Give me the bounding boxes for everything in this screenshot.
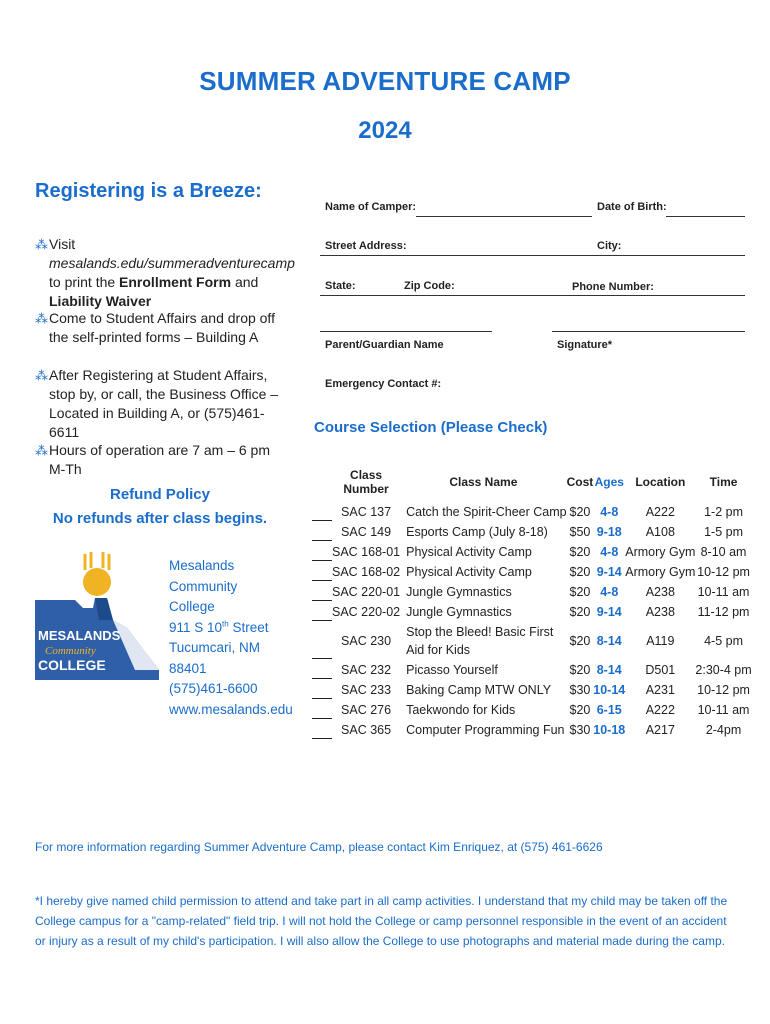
class-name: Esports Camp (July 8-18) xyxy=(406,525,548,539)
course-checkbox[interactable] xyxy=(312,522,332,542)
table-row xyxy=(312,522,752,542)
logo-text-mesalands: MESALANDS xyxy=(38,628,121,643)
class-location: A238 xyxy=(645,605,675,619)
class-cost: $20 xyxy=(569,634,591,648)
class-ages: 4-8 xyxy=(600,505,619,519)
table-row xyxy=(312,602,752,622)
course-checkbox[interactable] xyxy=(312,562,332,582)
signature-field[interactable] xyxy=(552,331,745,332)
class-ages: 10-14 xyxy=(593,683,626,697)
logo-text-community: Community xyxy=(45,645,96,657)
class-location: D501 xyxy=(645,663,676,677)
emergency-contact-label: Emergency Contact #: xyxy=(325,378,442,390)
parent-guardian-label: Parent/Guardian Name xyxy=(325,339,444,351)
step-2-text: Come to Student Affairs and drop off the self-printed forms – Building A xyxy=(49,310,275,345)
table-row xyxy=(312,720,752,740)
state-zip-phone-field[interactable] xyxy=(320,295,745,296)
street-number: 911 S 10 xyxy=(169,619,223,635)
class-time: 10-12 pm xyxy=(697,683,750,697)
class-number: SAC 276 xyxy=(341,703,392,717)
step-1-mid: to print the xyxy=(49,274,120,290)
class-number-header: Class Number xyxy=(343,468,389,496)
date-of-birth-label: Date of Birth: xyxy=(597,201,667,213)
street-city-field[interactable] xyxy=(320,255,745,256)
course-checkbox[interactable] xyxy=(312,700,332,720)
class-number: SAC 220-02 xyxy=(332,605,401,619)
class-name: Picasso Yourself xyxy=(406,663,498,677)
class-number: SAC 149 xyxy=(341,525,392,539)
street-address xyxy=(169,618,284,639)
class-location: A108 xyxy=(645,525,675,539)
table-row xyxy=(312,582,752,602)
snowflake-bullet-icon: ⁂ xyxy=(35,443,48,458)
ages-header: Ages xyxy=(594,475,624,489)
checkbox-column-header xyxy=(312,462,332,502)
class-cost: $20 xyxy=(569,585,591,599)
class-cost: $50 xyxy=(569,525,591,539)
class-location: A238 xyxy=(645,585,675,599)
zip-code-label: Zip Code: xyxy=(404,280,455,292)
course-checkbox[interactable] xyxy=(312,660,332,680)
class-location: A217 xyxy=(645,723,675,737)
table-row xyxy=(312,542,752,562)
class-number: SAC 168-01 xyxy=(332,545,401,559)
class-location: Armory Gym xyxy=(625,545,696,559)
class-number: SAC 220-01 xyxy=(332,585,401,599)
name-of-camper-label: Name of Camper: xyxy=(325,201,417,213)
registration-step-4 xyxy=(35,441,285,479)
course-checkbox[interactable] xyxy=(312,720,332,740)
city-label: City: xyxy=(597,240,622,252)
college-address xyxy=(169,556,293,720)
college-phone: (575)461-6600 xyxy=(169,681,258,696)
class-location: A119 xyxy=(646,634,675,648)
class-name: Jungle Gymnastics xyxy=(406,605,512,619)
course-checkbox[interactable] xyxy=(312,582,332,602)
city-state-zip: Tucumcari, NM 88401 xyxy=(169,640,261,676)
class-name: Physical Activity Camp xyxy=(406,545,532,559)
table-row xyxy=(312,680,752,700)
street-address-label: Street Address: xyxy=(325,240,407,252)
class-time: 11-12 pm xyxy=(697,605,750,619)
page-title: SUMMER ADVENTURE CAMP xyxy=(199,66,571,96)
logo-text-college: COLLEGE xyxy=(38,657,106,673)
snowflake-bullet-icon: ⁂ xyxy=(35,237,48,252)
street-ordinal: th xyxy=(222,619,229,628)
date-of-birth-field[interactable] xyxy=(666,216,745,217)
class-time: 4-5 pm xyxy=(704,634,743,648)
liability-waiver-statement: *I hereby give named child permission to attend and take part in all camp activities. I understand that my child may be taken off the College campus for a "camp-related" field trip. I will not hold the College or camp personnel responsible in the event of an accident or injury as a result of my child's participation. I will also allow the College to use photographs and material made during the camp. xyxy=(35,894,728,948)
page-year: 2024 xyxy=(358,117,412,144)
class-ages: 6-15 xyxy=(596,703,622,717)
class-time: 1-2 pm xyxy=(704,505,743,519)
course-checkbox[interactable] xyxy=(312,602,332,622)
class-time: 10-11 am xyxy=(697,703,750,717)
class-number: SAC 230 xyxy=(341,634,392,648)
class-ages: 4-8 xyxy=(600,545,619,559)
state-label: State: xyxy=(325,280,356,292)
class-time: 2:30-4 pm xyxy=(695,663,752,677)
table-row xyxy=(312,502,752,522)
class-number: SAC 137 xyxy=(341,505,392,519)
step-3-text: After Registering at Student Affairs, stop by, or call, the Business Office – Located in Building A, or (575)461-6611 xyxy=(49,367,279,440)
class-name: Physical Activity Camp xyxy=(406,565,532,579)
class-name: Computer Programming Fun xyxy=(406,723,565,737)
refund-policy-title: Refund Policy xyxy=(109,486,210,503)
table-row xyxy=(312,660,752,680)
class-name-header: Class Name xyxy=(449,475,518,489)
class-number: SAC 233 xyxy=(341,683,392,697)
snowflake-bullet-icon: ⁂ xyxy=(35,311,48,326)
class-time: 8-10 am xyxy=(700,545,747,559)
class-cost: $20 xyxy=(569,505,591,519)
class-cost: $20 xyxy=(569,663,591,677)
street-name: Street xyxy=(228,619,269,635)
website-link[interactable]: mesalands.edu/summeradventurecamp xyxy=(49,255,295,271)
college-name-line1: Mesalands Community xyxy=(169,558,238,594)
class-time: 10-12 pm xyxy=(697,565,750,579)
class-cost: $20 xyxy=(569,605,591,619)
table-row xyxy=(312,562,752,582)
registration-step-1 xyxy=(35,235,295,311)
class-ages: 8-14 xyxy=(596,663,622,677)
course-table xyxy=(312,462,752,740)
class-cost: $20 xyxy=(569,565,591,579)
class-cost: $20 xyxy=(569,545,591,559)
table-row xyxy=(312,622,752,660)
class-name: Baking Camp MTW ONLY xyxy=(406,683,552,697)
parent-guardian-field[interactable] xyxy=(320,331,492,332)
class-location: Armory Gym xyxy=(625,565,696,579)
college-name-line2: College xyxy=(169,599,215,614)
class-location: A231 xyxy=(645,683,675,697)
class-name: Taekwondo for Kids xyxy=(406,703,516,717)
course-selection-heading: Course Selection (Please Check) xyxy=(314,419,548,436)
class-cost: $30 xyxy=(569,683,591,697)
class-ages: 4-8 xyxy=(600,585,619,599)
phone-number-label: Phone Number: xyxy=(572,281,654,293)
registration-heading: Registering is a Breeze: xyxy=(35,180,262,202)
snowflake-bullet-icon: ⁂ xyxy=(35,368,48,383)
class-name: Stop the Bleed! Basic First Aid for Kids xyxy=(406,625,554,657)
table-row xyxy=(312,700,752,720)
liability-waiver-text: Liability Waiver xyxy=(49,293,152,309)
college-website[interactable]: www.mesalands.edu xyxy=(169,701,293,717)
class-number: SAC 232 xyxy=(341,663,392,677)
class-cost: $20 xyxy=(569,703,591,717)
course-checkbox[interactable] xyxy=(312,502,332,522)
class-ages: 9-14 xyxy=(596,565,622,579)
time-header: Time xyxy=(709,475,738,489)
class-time: 2-4pm xyxy=(705,723,742,737)
mesalands-logo xyxy=(35,550,159,680)
step-1-and: and xyxy=(231,274,259,290)
class-ages: 10-18 xyxy=(593,723,626,737)
class-time: 1-5 pm xyxy=(704,525,743,539)
class-ages: 9-14 xyxy=(596,605,622,619)
refund-policy-note: No refunds after class begins. xyxy=(52,510,268,527)
class-ages: 9-18 xyxy=(596,525,622,539)
course-table-header xyxy=(312,462,752,502)
class-name: Jungle Gymnastics xyxy=(406,585,512,599)
class-location: A222 xyxy=(645,703,675,717)
course-checkbox[interactable] xyxy=(312,680,332,700)
registration-step-3 xyxy=(35,366,285,442)
class-cost: $30 xyxy=(569,723,591,737)
name-of-camper-field[interactable] xyxy=(416,216,592,217)
enrollment-form-text: Enrollment Form xyxy=(119,274,232,290)
course-checkbox[interactable] xyxy=(312,622,332,660)
location-header: Location xyxy=(635,475,686,489)
cost-header: Cost xyxy=(566,475,594,489)
step-4-text: Hours of operation are 7 am – 6 pm M-Th xyxy=(49,442,271,477)
contact-info: For more information regarding Summer Adventure Camp, please contact Kim Enriquez, at (575) 461-6626 xyxy=(35,840,603,854)
class-location: A222 xyxy=(645,505,675,519)
step-1-prefix: Visit xyxy=(49,236,76,252)
class-name: Catch the Spirit-Cheer Camp xyxy=(406,505,567,519)
signature-label: Signature* xyxy=(557,339,613,351)
registration-step-2 xyxy=(35,309,285,347)
class-number: SAC 365 xyxy=(341,723,392,737)
class-number: SAC 168-02 xyxy=(332,565,401,579)
course-checkbox[interactable] xyxy=(312,542,332,562)
class-ages: 8-14 xyxy=(596,634,622,648)
class-time: 10-11 am xyxy=(697,585,750,599)
